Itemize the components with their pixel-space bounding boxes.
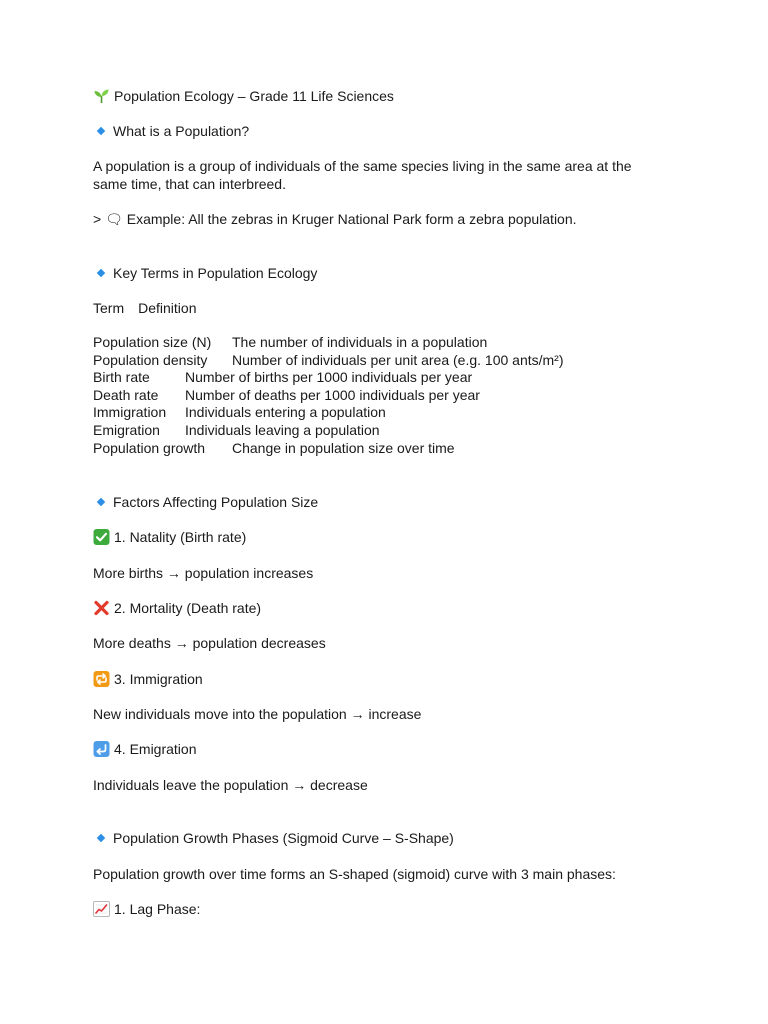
heading-factors: Factors Affecting Population Size	[93, 493, 318, 511]
population-definition-paragraph: A population is a group of individuals of the same species living in the same area at the same time, that can interbreed.	[93, 158, 632, 192]
definition-cell: Number of births per 1000 individuals per year	[185, 369, 473, 386]
definition-cell: Number of individuals per unit area (e.g. 100 ants/m²)	[232, 351, 564, 368]
blue-diamond-icon	[97, 498, 105, 506]
seedling-icon	[93, 88, 110, 104]
return-arrow-icon	[93, 741, 110, 757]
definition-cell: Individuals leaving a population	[185, 422, 380, 438]
check-mark-icon	[93, 529, 110, 545]
header-term: Term	[93, 300, 125, 316]
term-cell: Birth rate	[93, 369, 150, 386]
term-cell: Emigration	[93, 422, 160, 438]
heading-key-terms: Key Terms in Population Ecology	[93, 264, 317, 282]
document-title	[93, 87, 394, 105]
table-row	[93, 334, 488, 352]
table-row	[93, 404, 386, 422]
factor-emigration: 4. Emigration	[93, 740, 196, 758]
factor-mortality-desc: More deaths → population decreases	[93, 635, 326, 651]
term-cell: Population density	[93, 351, 208, 368]
population-example: > 🗨 Example: All the zebras in Kruger National Park form a zebra population.	[93, 211, 577, 227]
blue-diamond-icon	[97, 834, 105, 842]
definition-cell: The number of individuals in a population	[232, 334, 488, 350]
factor-emigration-desc: Individuals leave the population → decrease	[93, 777, 368, 793]
term-cell: Population growth	[93, 439, 206, 456]
header-definition: Definition	[138, 300, 197, 316]
table-row	[93, 386, 480, 405]
heading-growth-phases: Population Growth Phases (Sigmoid Curve – S-Shape)	[93, 829, 454, 847]
terms-table-header	[93, 299, 197, 317]
definition-cell: Individuals entering a population	[185, 404, 386, 421]
blue-diamond-icon	[97, 127, 105, 135]
term-cell: Death rate	[93, 386, 159, 403]
growth-paragraph: Population growth over time forms an S-shaped (sigmoid) curve with 3 main phases:	[93, 866, 616, 882]
term-cell: Immigration	[93, 404, 167, 421]
factor-natality: 1. Natality (Birth rate)	[93, 528, 246, 546]
table-row	[93, 422, 380, 440]
cross-mark-icon	[93, 600, 110, 616]
table-row	[93, 369, 473, 387]
table-row	[93, 439, 455, 458]
repeat-icon	[93, 671, 110, 687]
blue-diamond-icon	[97, 269, 105, 277]
table-row	[93, 351, 564, 370]
factor-immigration: 3. Immigration	[93, 670, 203, 688]
factor-natality-desc: More births → population increases	[93, 565, 314, 581]
definition-cell: Number of deaths per 1000 individuals per year	[185, 386, 480, 403]
chart-increasing-icon	[93, 901, 110, 917]
factor-mortality: 2. Mortality (Death rate)	[93, 599, 261, 617]
lag-phase-heading: 1. Lag Phase:	[93, 900, 200, 918]
title-text: Population Ecology – Grade 11 Life Sciences	[114, 88, 394, 104]
heading-what-is-population: What is a Population?	[93, 122, 249, 140]
factor-immigration-desc: New individuals move into the population → increase	[93, 706, 422, 722]
definition-cell: Change in population size over time	[232, 439, 455, 456]
term-cell: Population size (N)	[93, 334, 212, 350]
